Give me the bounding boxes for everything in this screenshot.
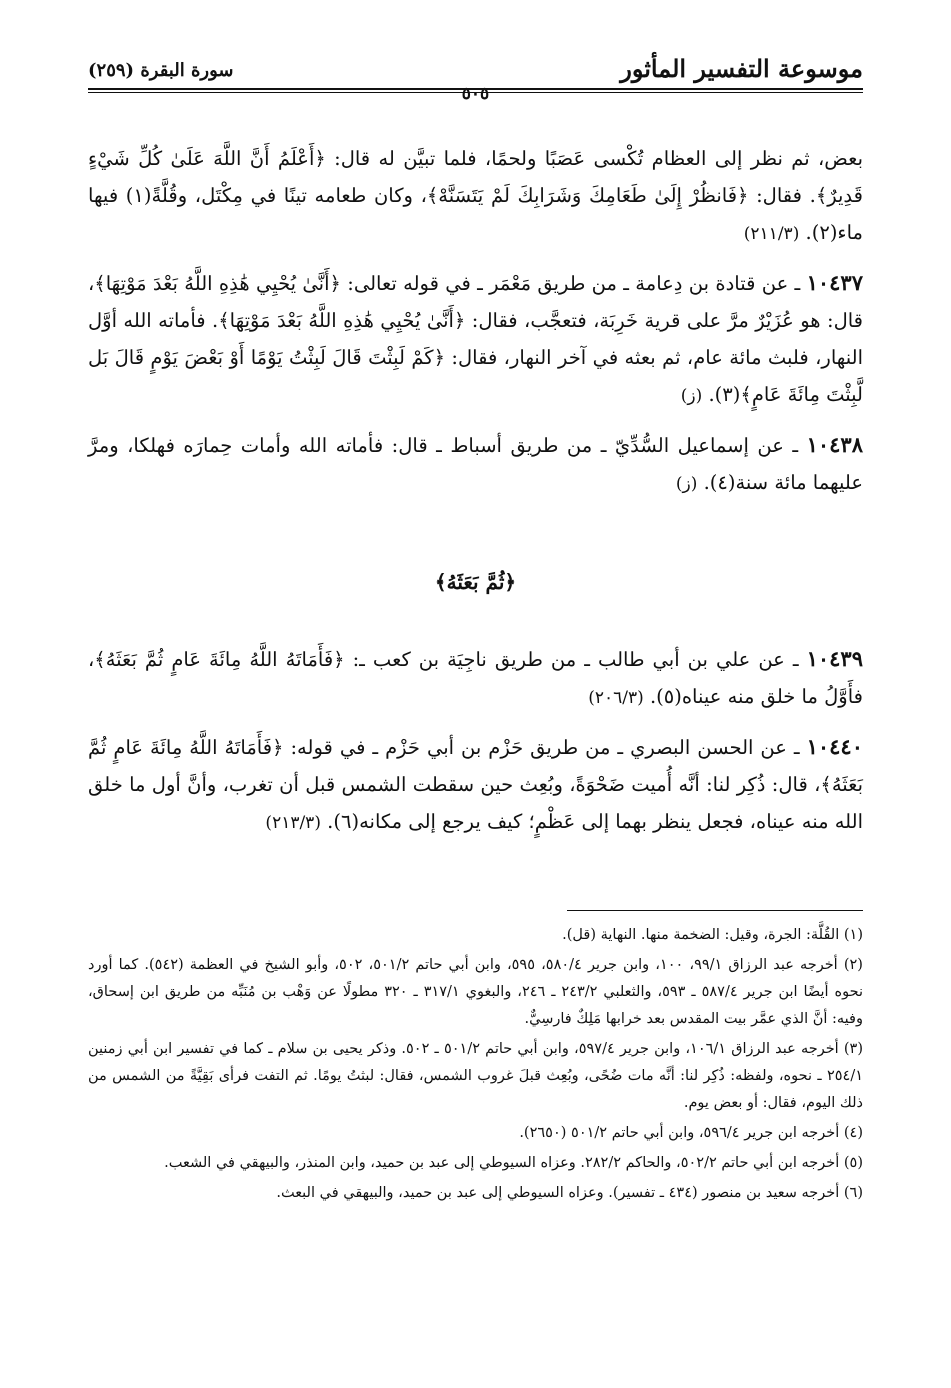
narration-number: ١٠٤٣٨ — [806, 432, 863, 457]
footnote: (٤) أخرجه ابن جرير ٥٩٦/٤، وابن أبي حاتم ٥٠١/٢ (٢٦٥٠). — [519, 1125, 863, 1141]
header-rule — [88, 88, 863, 90]
narration-source: (ز) — [680, 386, 703, 406]
header-rule-thin — [88, 92, 863, 93]
section-heading: ﴿ثُمَّ بَعَثَهُ﴾ — [434, 570, 517, 594]
footnote: (٥) أخرجه ابن أبي حاتم ٥٠٢/٢، والحاكم ٢٨٢/٢. وعزاه السيوطي إلى عبد بن حميد، وابن المنذر، والبيهقي في الشعب. — [164, 1155, 863, 1171]
book-title: موسوعة التفسير المأثور — [620, 54, 863, 83]
narration-source: (ز) — [675, 474, 698, 494]
narration-text: ـ عن إسماعيل السُّدِّيّ ـ من طريق أسباط ـ قال: فأماته الله وأمات حِمارَه فهلكا، ومرَّ عليهما مائة سنة(٤). — [88, 434, 863, 494]
footnotes — [88, 922, 863, 1210]
narration-source: (٢٠٦/٣) — [588, 688, 644, 708]
footnote: (١) القُلَّة: الجرة، وقيل: الضخمة منها. النهاية (قل). — [562, 927, 863, 943]
narration-paragraph — [88, 640, 863, 717]
page-number: ٥٠٥ — [461, 84, 490, 104]
narration-text: بعض، ثم نظر إلى العظام تُكْسى عَصَبًا ولحمًا، فلما تبيَّن له قال: ﴿أَعْلَمُ أَنَّ اللَّهَ عَلَىٰ كُلِّ شَيْءٍ قَدِيرٌ﴾. فقال: ﴿فَانظُرْ إِلَىٰ طَعَامِكَ وَشَرَابِكَ لَمْ يَتَسَنَّهْ﴾، وكان طعامه تينًا في مِكْتَل، وقُلَّةً(١) فيها ماء(٢). — [88, 147, 863, 244]
narration-paragraph — [88, 728, 863, 842]
narration-paragraph — [88, 426, 863, 503]
narration-number: ١٠٤٣٧ — [806, 270, 863, 295]
narration-source: (٢١٣/٣) — [265, 813, 321, 833]
narration-paragraph — [88, 264, 863, 415]
page-header — [88, 50, 863, 102]
narration-text: ـ عن علي بن أبي طالب ـ من طريق ناجِيَة بن كعب ـ: ﴿فَأَمَاتَهُ اللَّهُ مِائَةَ عَامٍ ثُمَّ بَعَثَهُ﴾، فأَوَّلُ ما خلق منه عيناه(٥). — [88, 648, 863, 708]
footnote: (٢) أخرجه عبد الرزاق ٩٩/١، ١٠٠، وابن جرير ٥٨٠/٤، ٥٩٥، وابن أبي حاتم ٥٠١/٢، ٥٠٢، وأبو الشيخ في العظمة (٥٤٢). كما أورد نحوه أيضًا ابن جرير ٥٨٧/٤ ـ ٥٩٣، والثعلبي ٢٤٣/٢ ـ ٢٤٦، والبغوي ٣١٧/١ ـ ٣٢٠ مطولًا عن وَهْب بن مُنَبِّه من طريق ابن إسحاق، وفيه: أنَّ الذي عمَّر بيت المقدس بعد خرابها مَلِكٌ فارسِيٌّ. — [88, 957, 863, 1027]
narration-text: ـ عن الحسن البصري ـ من طريق حَزْم بن أبي حَزْم ـ في قوله: ﴿فَأَمَاتَهُ اللَّهُ مِائَةَ عَامٍ ثُمَّ بَعَثَهُ﴾، قال: ذُكِر لنا: أنَّه أُميت ضَحْوَةً، وبُعِث حين سقطت الشمس قبل أن تغرب، وأنَّ أول ما خلق الله منه عيناه، فجعل ينظر بهما إلى عَظْمٍ؛ كيف يرجع إلى مكانه(٦). — [88, 736, 863, 833]
narration-number: ١٠٤٤٠ — [806, 734, 863, 759]
footnote: (٦) أخرجه سعيد بن منصور (٤٣٤ ـ تفسير). وعزاه السيوطي إلى عبد بن حميد، والبيهقي في البعث. — [276, 1185, 863, 1201]
narration-source: (٢١١/٣) — [743, 224, 800, 244]
narration-paragraph — [88, 140, 863, 253]
footnote-separator — [567, 910, 863, 911]
main-text-top — [88, 140, 863, 514]
footnote: (٣) أخرجه عبد الرزاق ١٠٦/١، وابن جرير ٥٩٧/٤، وابن أبي حاتم ٥٠١/٢ ـ ٥٠٢. وذكر يحيى بن سلام ـ كما في تفسير ابن أبي زمنين ٢٥٤/١ ـ نحوه، ولفظه: ذُكِر لنا: أنَّه مات ضُحًى، وبُعِث قبلَ غروب الشمس، فقال: لبثتُ يومًا. ثم التفت فرأى بَقِيَّةً من الشمس من ذلك اليوم، فقال: أو بعض يوم. — [88, 1041, 863, 1111]
narration-number: ١٠٤٣٩ — [806, 646, 863, 671]
narration-text: ـ عن قتادة بن دِعامة ـ من طريق مَعْمَر ـ في قوله تعالى: ﴿أَنَّىٰ يُحْيِي هَٰذِهِ اللَّهُ بَعْدَ مَوْتِهَا﴾، قال: هو عُزَيْرٌ مرَّ على قرية خَرِبَة، فتعجَّب، فقال: ﴿أَنَّىٰ يُحْيِي هَٰذِهِ اللَّهُ بَعْدَ مَوْتِهَا﴾. فأماته الله أوَّل النهار، فلبث مائة عام، ثم بعثه في آخر النهار، فقال: ﴿كَمْ لَبِثْتَ قَالَ لَبِثْتُ يَوْمًا أَوْ بَعْضَ يَوْمٍ قَالَ بَل لَّبِثْتَ مِائَةَ عَامٍ﴾(٣). — [88, 272, 863, 406]
surah-label: سورة البقرة (٢٥٩) — [88, 60, 234, 81]
main-text-bottom — [88, 640, 863, 853]
